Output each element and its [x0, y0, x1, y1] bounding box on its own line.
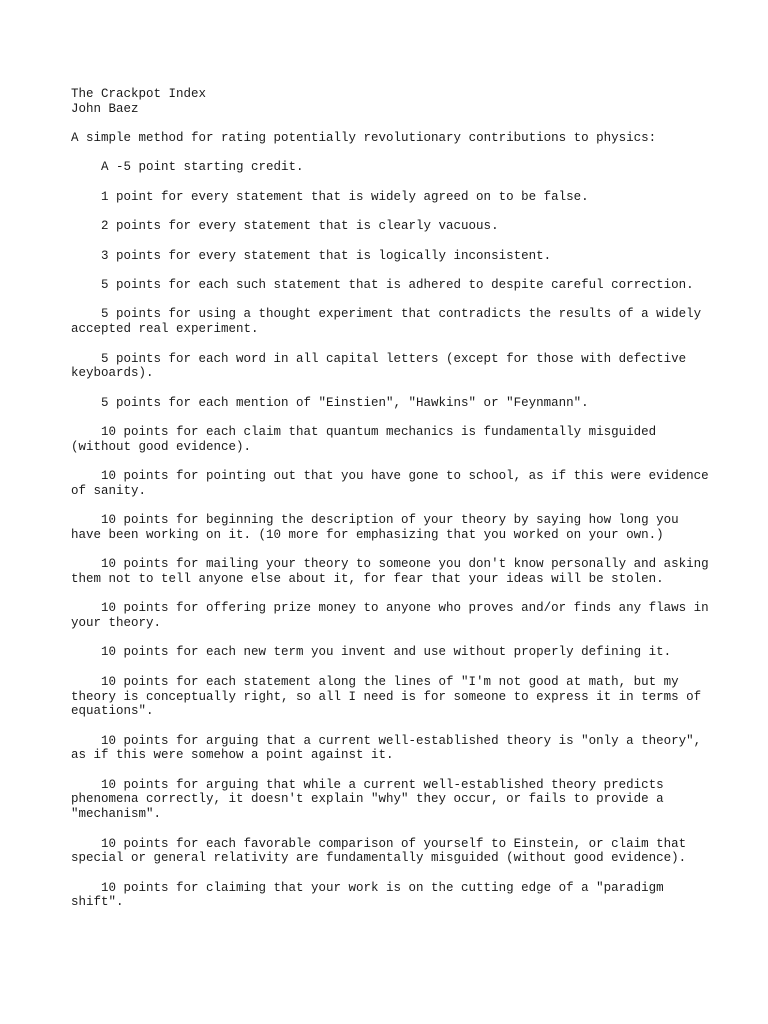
list-item: 10 points for arguing that while a current well-established theory predicts phenomena correctly, it doesn't explain "why" they occur, or fails to provide a "mechanism".	[71, 777, 672, 822]
list-item: 10 points for beginning the description of your theory by saying how long you have been working on it. (10 more for emphasizing that you worked on your own.)	[71, 513, 687, 542]
list-item: 5 points for each such statement that is adhered to despite careful correction.	[101, 278, 694, 293]
list-item: 5 points for each word in all capital letters (except for those with defective keyboards).	[71, 351, 694, 381]
list-item: 2 points for every statement that is clearly vacuous.	[101, 219, 499, 234]
list-item: 10 points for claiming that your work is on the cutting edge of a "paradigm shift".	[71, 880, 672, 910]
list-item: A -5 point starting credit.	[101, 160, 304, 175]
list-item: 10 points for offering prize money to anyone who proves and/or finds any flaws in your theory.	[71, 601, 717, 631]
list-item: 10 points for each statement along the lines of "I'm not good at math, but my theory is conceptually right, so all I need is for someone to express it in terms of equations".	[71, 674, 709, 719]
list-item: 5 points for using a thought experiment that contradicts the results of a widely accepted real experiment.	[71, 307, 709, 337]
list-item: 1 point for every statement that is widely agreed on to be false.	[101, 189, 589, 204]
document-page	[71, 87, 717, 925]
document-title: The Crackpot Index	[71, 87, 207, 101]
list-item: 3 points for every statement that is logically inconsistent.	[101, 248, 552, 263]
list-item: 10 points for each new term you invent and use without properly defining it.	[101, 645, 672, 660]
list-item: 10 points for each claim that quantum mechanics is fundamentally misguided (without good evidence).	[71, 425, 664, 454]
document-author: John Baez	[71, 101, 139, 116]
list-item: 10 points for pointing out that you have gone to school, as if this were evidence of sanity.	[71, 469, 717, 498]
list-item: 5 points for each mention of "Einstien", "Hawkins" or "Feynmann".	[101, 395, 589, 410]
document-intro: A simple method for rating potentially revolutionary contributions to physics:	[71, 131, 657, 146]
list-item: 10 points for mailing your theory to someone you don't know personally and asking them not to tell anyone else about it, for fear that your ideas will be stolen.	[71, 557, 717, 586]
list-item: 10 points for each favorable comparison of yourself to Einstein, or claim that special or general relativity are fundamentally misguided (without good evidence).	[71, 836, 694, 866]
list-item: 10 points for arguing that a current well-established theory is "only a theory", as if this were somehow a point against it.	[71, 733, 709, 763]
